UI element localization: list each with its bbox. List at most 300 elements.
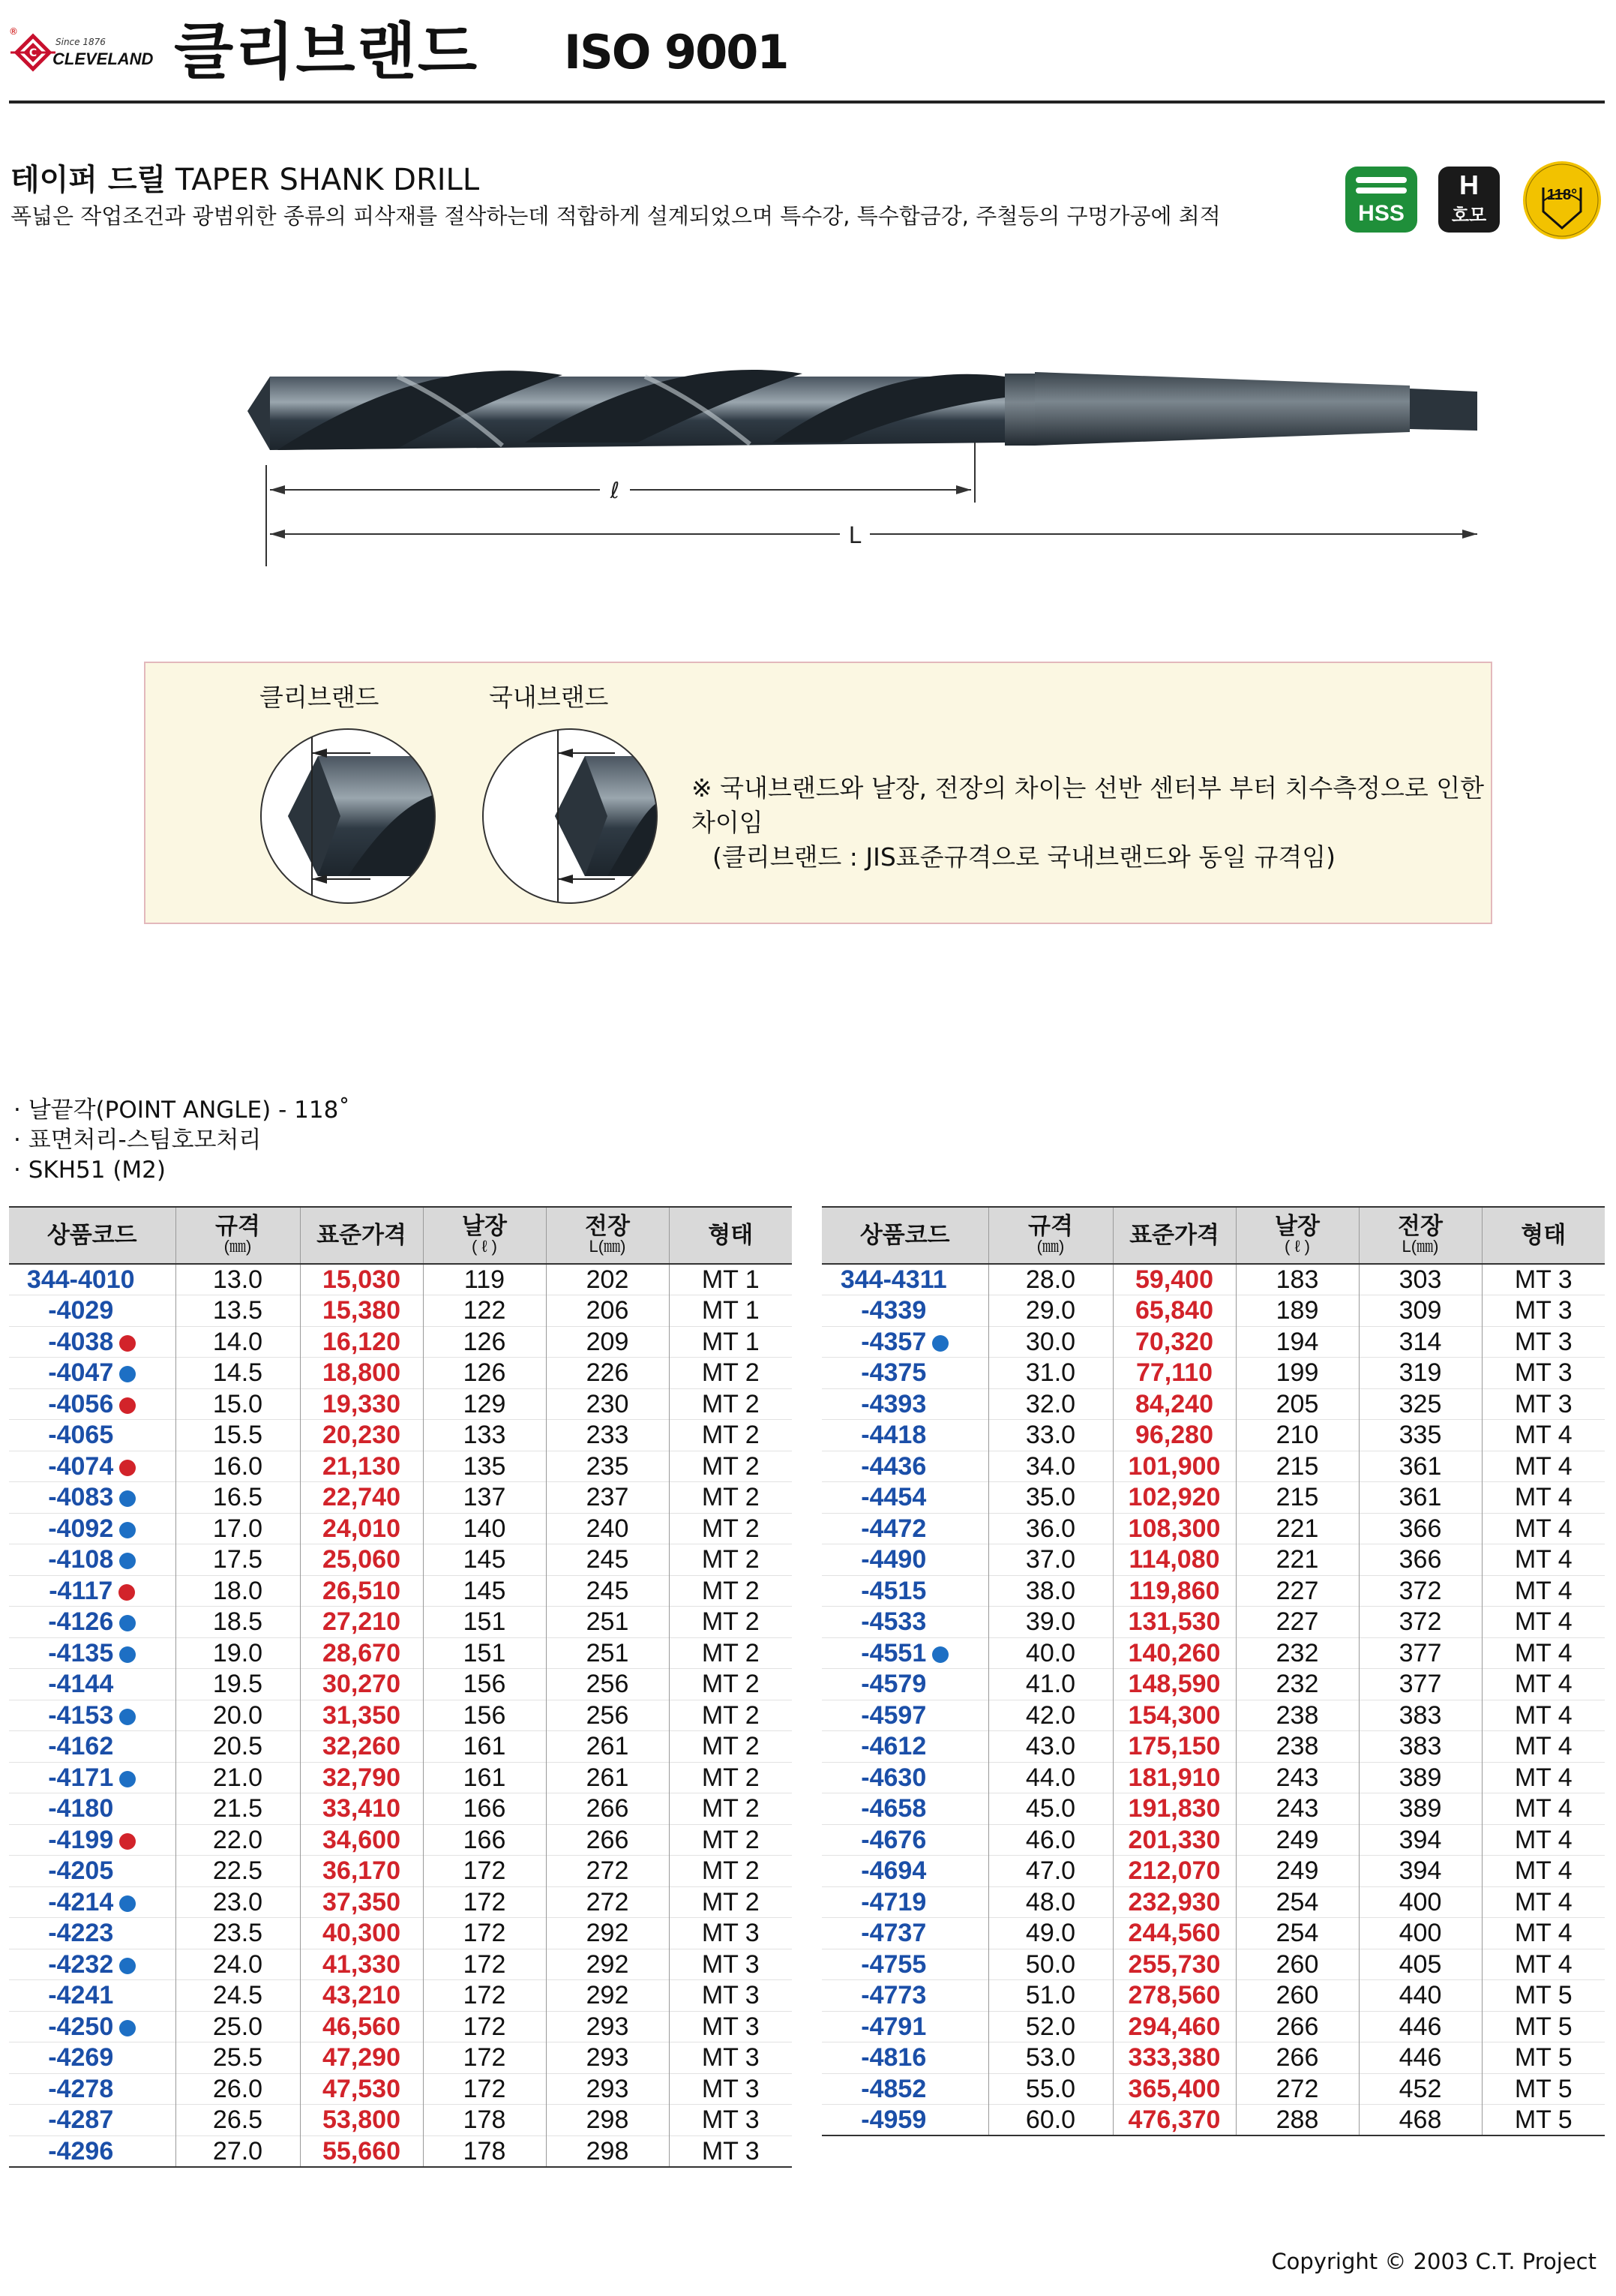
- table-row: [9, 1607, 792, 1638]
- standard-price: 22,740: [300, 1482, 423, 1514]
- table-row: [822, 2073, 1605, 2105]
- table-row: [822, 1886, 1605, 1918]
- standard-price: 36,170: [300, 1856, 423, 1887]
- overall-length: 293: [546, 2011, 669, 2042]
- product-code: -4393: [822, 1388, 988, 1420]
- spec-material: · SKH51 (M2): [13, 1155, 350, 1185]
- size-mm: 15.0: [175, 1388, 300, 1420]
- stock-dot-red: [118, 1584, 135, 1601]
- product-code: -4278: [9, 2073, 175, 2105]
- shank-type: MT 4: [1482, 1575, 1605, 1607]
- standard-price: 294,460: [1113, 2011, 1236, 2042]
- registered-mark: ®: [9, 26, 18, 37]
- table-row: [9, 1700, 792, 1731]
- product-code: -4047: [9, 1358, 175, 1389]
- flute-length: 178: [423, 2105, 546, 2136]
- product-code: -4232: [9, 1949, 175, 1980]
- shank-type: MT 4: [1482, 1918, 1605, 1949]
- flute-length: 161: [423, 1762, 546, 1793]
- standard-price: 25,060: [300, 1544, 423, 1576]
- shank-type: MT 4: [1482, 1824, 1605, 1856]
- shank-type: MT 3: [1482, 1295, 1605, 1327]
- flute-length: 126: [423, 1358, 546, 1389]
- table-row: [822, 1700, 1605, 1731]
- shank-type: MT 1: [669, 1295, 792, 1327]
- standard-price: 27,210: [300, 1607, 423, 1638]
- flute-length: 260: [1236, 1980, 1359, 2012]
- overall-length: 366: [1359, 1544, 1482, 1576]
- flute-length: 166: [423, 1824, 546, 1856]
- standard-price: 53,800: [300, 2105, 423, 2136]
- flute-length: 129: [423, 1388, 546, 1420]
- flute-length: 215: [1236, 1451, 1359, 1482]
- product-code: -4029: [9, 1295, 175, 1327]
- overall-length: 405: [1359, 1949, 1482, 1980]
- product-code: -4199: [9, 1824, 175, 1856]
- standard-price: 333,380: [1113, 2042, 1236, 2074]
- flute-length: 254: [1236, 1918, 1359, 1949]
- product-code: -4083: [9, 1482, 175, 1514]
- shank-type: MT 3: [669, 2042, 792, 2074]
- overall-length: 298: [546, 2135, 669, 2167]
- standard-price: 30,270: [300, 1669, 423, 1700]
- overall-length: 335: [1359, 1420, 1482, 1451]
- flute-length: 156: [423, 1669, 546, 1700]
- shank-type: MT 2: [669, 1451, 792, 1482]
- overall-length: 319: [1359, 1358, 1482, 1389]
- shank-type: MT 2: [669, 1482, 792, 1514]
- stock-dot-red: [119, 1397, 136, 1414]
- overall-length: 400: [1359, 1886, 1482, 1918]
- copyright: Copyright © 2003 C.T. Project: [1271, 2249, 1597, 2274]
- flute-length: 194: [1236, 1326, 1359, 1358]
- header-size: 규격 (㎜): [175, 1207, 300, 1264]
- standard-price: 181,910: [1113, 1762, 1236, 1793]
- overall-length: 272: [546, 1856, 669, 1887]
- table-row: [9, 1295, 792, 1327]
- standard-price: 21,130: [300, 1451, 423, 1482]
- product-code: -4515: [822, 1575, 988, 1607]
- shank-type: MT 2: [669, 1420, 792, 1451]
- standard-price: 232,930: [1113, 1886, 1236, 1918]
- product-code: -4375: [822, 1358, 988, 1389]
- table-row: [822, 1575, 1605, 1607]
- cleveland-tip-detail: [258, 726, 438, 906]
- flute-length: 221: [1236, 1513, 1359, 1544]
- product-code: -4816: [822, 2042, 988, 2074]
- stock-dot-blue: [119, 1895, 136, 1912]
- flute-length: 172: [423, 1856, 546, 1887]
- size-mm: 26.5: [175, 2105, 300, 2136]
- standard-price: 191,830: [1113, 1793, 1236, 1825]
- flute-length: 145: [423, 1575, 546, 1607]
- table-row: [822, 1326, 1605, 1358]
- shank-type: MT 2: [669, 1824, 792, 1856]
- domestic-compare-label: 국내브랜드: [489, 683, 609, 712]
- table-row: [822, 1980, 1605, 2012]
- flute-length: 126: [423, 1326, 546, 1358]
- flute-length: 260: [1236, 1949, 1359, 1980]
- size-mm: 30.0: [988, 1326, 1113, 1358]
- standard-price: 43,210: [300, 1980, 423, 2012]
- size-mm: 21.5: [175, 1793, 300, 1825]
- header-size: 규격 (㎜): [988, 1207, 1113, 1264]
- shank-type: MT 2: [669, 1358, 792, 1389]
- flute-length: 272: [1236, 2073, 1359, 2105]
- size-mm: 34.0: [988, 1451, 1113, 1482]
- overall-length: 292: [546, 1949, 669, 1980]
- price-table-right: [822, 1206, 1605, 2136]
- shank-type: MT 5: [1482, 1980, 1605, 2012]
- point-angle-badge: [1521, 159, 1603, 242]
- table-row: [822, 1607, 1605, 1638]
- stock-dot-red: [119, 1335, 136, 1352]
- shank-type: MT 4: [1482, 1513, 1605, 1544]
- size-mm: 17.0: [175, 1513, 300, 1544]
- homo-badge-label: 호모: [1451, 205, 1487, 226]
- header-flute: 날장 ( ℓ ): [423, 1207, 546, 1264]
- cleveland-logo: [7, 23, 157, 83]
- overall-length: 389: [1359, 1793, 1482, 1825]
- table-row: [822, 1824, 1605, 1856]
- spec-surface-treatment: · 표면처리-스팀호모처리: [13, 1125, 350, 1155]
- product-code: -4612: [822, 1731, 988, 1763]
- table-row: [9, 1949, 792, 1980]
- product-code: -4357: [822, 1326, 988, 1358]
- shank-type: MT 4: [1482, 1637, 1605, 1669]
- flute-length: 205: [1236, 1388, 1359, 1420]
- overall-length: 292: [546, 1980, 669, 2012]
- standard-price: 70,320: [1113, 1326, 1236, 1358]
- standard-price: 16,120: [300, 1326, 423, 1358]
- shank-type: MT 4: [1482, 1731, 1605, 1763]
- homo-treatment-badge: [1438, 167, 1500, 233]
- flute-length: 166: [423, 1793, 546, 1825]
- comparison-note: [691, 771, 1491, 875]
- flute-length: 227: [1236, 1575, 1359, 1607]
- flute-length: 238: [1236, 1700, 1359, 1731]
- overall-length: 266: [546, 1824, 669, 1856]
- flute-length: 189: [1236, 1295, 1359, 1327]
- product-code: -4852: [822, 2073, 988, 2105]
- table-row: [822, 1856, 1605, 1887]
- standard-price: 108,300: [1113, 1513, 1236, 1544]
- overall-length: 235: [546, 1451, 669, 1482]
- shank-type: MT 3: [1482, 1388, 1605, 1420]
- size-mm: 60.0: [988, 2105, 1113, 2136]
- standard-price: 148,590: [1113, 1669, 1236, 1700]
- table-row: [9, 1824, 792, 1856]
- standard-price: 24,010: [300, 1513, 423, 1544]
- flute-length: 172: [423, 2011, 546, 2042]
- stock-dot-blue: [119, 1490, 136, 1507]
- size-mm: 50.0: [988, 1949, 1113, 1980]
- overall-length: 440: [1359, 1980, 1482, 2012]
- flute-length: 227: [1236, 1607, 1359, 1638]
- flute-length: 172: [423, 1886, 546, 1918]
- taper-shank-drill-illustration: [247, 330, 1477, 570]
- standard-price: 140,260: [1113, 1637, 1236, 1669]
- shank-type: MT 3: [669, 2135, 792, 2167]
- shank-type: MT 4: [1482, 1669, 1605, 1700]
- header-divider: [9, 101, 1605, 104]
- flute-length: 266: [1236, 2011, 1359, 2042]
- shank-type: MT 2: [669, 1637, 792, 1669]
- product-code: -4171: [9, 1762, 175, 1793]
- size-mm: 33.0: [988, 1420, 1113, 1451]
- table-row: [822, 1544, 1605, 1576]
- table-row: [9, 1575, 792, 1607]
- size-mm: 43.0: [988, 1731, 1113, 1763]
- overall-length-label: L: [848, 523, 862, 549]
- flute-length: 215: [1236, 1482, 1359, 1514]
- header-type: 형태: [1482, 1207, 1605, 1264]
- product-code: -4959: [822, 2105, 988, 2136]
- shank-type: MT 4: [1482, 1700, 1605, 1731]
- flute-length: 288: [1236, 2105, 1359, 2136]
- shank-type: MT 3: [1482, 1358, 1605, 1389]
- size-mm: 39.0: [988, 1607, 1113, 1638]
- flute-length: 172: [423, 2042, 546, 2074]
- table-row: [9, 1856, 792, 1887]
- product-code: -4038: [9, 1326, 175, 1358]
- flute-length: 232: [1236, 1669, 1359, 1700]
- size-mm: 32.0: [988, 1388, 1113, 1420]
- flute-length: 145: [423, 1544, 546, 1576]
- standard-price: 26,510: [300, 1575, 423, 1607]
- flute-length: 199: [1236, 1358, 1359, 1389]
- size-mm: 47.0: [988, 1856, 1113, 1887]
- table-row: [9, 1731, 792, 1763]
- table-row: [9, 1669, 792, 1700]
- product-code: -4533: [822, 1607, 988, 1638]
- overall-length: 446: [1359, 2042, 1482, 2074]
- table-row: [9, 1544, 792, 1576]
- brand-comparison-box: [144, 662, 1492, 924]
- table-row: [822, 1731, 1605, 1763]
- size-mm: 27.0: [175, 2135, 300, 2167]
- stock-dot-blue: [119, 1553, 136, 1569]
- overall-length: 293: [546, 2042, 669, 2074]
- product-code: -4490: [822, 1544, 988, 1576]
- shank-type: MT 3: [669, 1918, 792, 1949]
- overall-length: 292: [546, 1918, 669, 1949]
- shank-type: MT 5: [1482, 2073, 1605, 2105]
- product-code: -4436: [822, 1451, 988, 1482]
- standard-price: 96,280: [1113, 1420, 1236, 1451]
- overall-length: 261: [546, 1731, 669, 1763]
- standard-price: 55,660: [300, 2135, 423, 2167]
- table-row: [9, 1980, 792, 2012]
- shank-type: MT 4: [1482, 1420, 1605, 1451]
- size-mm: 29.0: [988, 1295, 1113, 1327]
- table-row: [9, 1482, 792, 1514]
- product-code: -4472: [822, 1513, 988, 1544]
- flute-length: 172: [423, 1949, 546, 1980]
- size-mm: 23.5: [175, 1918, 300, 1949]
- table-row: [9, 2135, 792, 2167]
- standard-price: 19,330: [300, 1388, 423, 1420]
- standard-price: 41,330: [300, 1949, 423, 1980]
- size-mm: 55.0: [988, 2073, 1113, 2105]
- size-mm: 26.0: [175, 2073, 300, 2105]
- table-row: [822, 1793, 1605, 1825]
- stock-dot-blue: [119, 1615, 136, 1631]
- product-code: -4223: [9, 1918, 175, 1949]
- shank-type: MT 2: [669, 1513, 792, 1544]
- overall-length: 468: [1359, 2105, 1482, 2136]
- overall-length: 400: [1359, 1918, 1482, 1949]
- overall-length: 325: [1359, 1388, 1482, 1420]
- table-row: [822, 1669, 1605, 1700]
- standard-price: 77,110: [1113, 1358, 1236, 1389]
- overall-length: 377: [1359, 1637, 1482, 1669]
- product-code: -4755: [822, 1949, 988, 1980]
- size-mm: 19.5: [175, 1669, 300, 1700]
- stock-dot-blue: [119, 1771, 136, 1787]
- overall-length: 394: [1359, 1856, 1482, 1887]
- flute-length: 133: [423, 1420, 546, 1451]
- shank-type: MT 1: [669, 1264, 792, 1295]
- standard-price: 28,670: [300, 1637, 423, 1669]
- table-row: [9, 1886, 792, 1918]
- size-mm: 41.0: [988, 1669, 1113, 1700]
- standard-price: 201,330: [1113, 1824, 1236, 1856]
- size-mm: 25.0: [175, 2011, 300, 2042]
- size-mm: 18.0: [175, 1575, 300, 1607]
- size-mm: 14.0: [175, 1326, 300, 1358]
- shank-type: MT 3: [669, 2073, 792, 2105]
- overall-length: 293: [546, 2073, 669, 2105]
- product-title-en: TAPER SHANK DRILL: [175, 163, 480, 197]
- standard-price: 131,530: [1113, 1607, 1236, 1638]
- overall-length: 309: [1359, 1295, 1482, 1327]
- standard-price: 255,730: [1113, 1949, 1236, 1980]
- shank-type: MT 3: [669, 2105, 792, 2136]
- product-code: -4551: [822, 1637, 988, 1669]
- size-mm: 23.0: [175, 1886, 300, 1918]
- size-mm: 28.0: [988, 1264, 1113, 1295]
- shank-type: MT 5: [1482, 2011, 1605, 2042]
- flute-length: 151: [423, 1607, 546, 1638]
- product-code: -4287: [9, 2105, 175, 2136]
- standard-price: 33,410: [300, 1793, 423, 1825]
- flute-length: 172: [423, 1918, 546, 1949]
- product-code: -4773: [822, 1980, 988, 2012]
- product-code: -4065: [9, 1420, 175, 1451]
- overall-length: 303: [1359, 1264, 1482, 1295]
- standard-price: 47,290: [300, 2042, 423, 2074]
- table-row: [9, 1762, 792, 1793]
- shank-type: MT 2: [669, 1762, 792, 1793]
- size-mm: 19.0: [175, 1637, 300, 1669]
- overall-length: 361: [1359, 1451, 1482, 1482]
- shank-type: MT 4: [1482, 1451, 1605, 1482]
- table-row: [9, 2073, 792, 2105]
- overall-length: 251: [546, 1637, 669, 1669]
- shank-type: MT 2: [669, 1700, 792, 1731]
- overall-length: 383: [1359, 1700, 1482, 1731]
- shank-type: MT 2: [669, 1793, 792, 1825]
- size-mm: 42.0: [988, 1700, 1113, 1731]
- standard-price: 20,230: [300, 1420, 423, 1451]
- flute-length: 266: [1236, 2042, 1359, 2074]
- standard-price: 34,600: [300, 1824, 423, 1856]
- shank-type: MT 4: [1482, 1886, 1605, 1918]
- homo-badge-letter: H: [1459, 170, 1479, 200]
- table-row: [9, 2105, 792, 2136]
- flute-length: 151: [423, 1637, 546, 1669]
- table-row: [9, 2042, 792, 2074]
- header-length: 전장 L(㎜): [546, 1207, 669, 1264]
- header-price: 표준가격: [1113, 1207, 1236, 1264]
- overall-length: 452: [1359, 2073, 1482, 2105]
- hss-badge-label: HSS: [1358, 201, 1405, 226]
- size-mm: 24.5: [175, 1980, 300, 2012]
- size-mm: 36.0: [988, 1513, 1113, 1544]
- overall-length: 226: [546, 1358, 669, 1389]
- overall-length: 377: [1359, 1669, 1482, 1700]
- shank-type: MT 3: [669, 1980, 792, 2012]
- product-code: -4056: [9, 1388, 175, 1420]
- table-row: [9, 1793, 792, 1825]
- header-flute: 날장 ( ℓ ): [1236, 1207, 1359, 1264]
- header-price: 표준가격: [300, 1207, 423, 1264]
- table-row: [822, 2011, 1605, 2042]
- shank-type: MT 4: [1482, 1949, 1605, 1980]
- overall-length: 383: [1359, 1731, 1482, 1763]
- overall-length: 233: [546, 1420, 669, 1451]
- size-mm: 17.5: [175, 1544, 300, 1576]
- flute-length: 140: [423, 1513, 546, 1544]
- product-code: -4126: [9, 1607, 175, 1638]
- flute-length: 243: [1236, 1762, 1359, 1793]
- table-row: [822, 1420, 1605, 1451]
- product-code: -4092: [9, 1513, 175, 1544]
- product-code: -4250: [9, 2011, 175, 2042]
- overall-length: 266: [546, 1793, 669, 1825]
- shank-type: MT 2: [669, 1669, 792, 1700]
- stock-dot-blue: [119, 1646, 136, 1663]
- size-mm: 15.5: [175, 1420, 300, 1451]
- overall-length: 366: [1359, 1513, 1482, 1544]
- overall-length: 251: [546, 1607, 669, 1638]
- table-row: [822, 1637, 1605, 1669]
- product-code: -4214: [9, 1886, 175, 1918]
- table-row: [822, 1918, 1605, 1949]
- overall-length: 372: [1359, 1575, 1482, 1607]
- shank-type: MT 5: [1482, 2105, 1605, 2136]
- standard-price: 18,800: [300, 1358, 423, 1389]
- table-row: [9, 1451, 792, 1482]
- logo-name: CLEVELAND: [52, 50, 154, 68]
- overall-length: 261: [546, 1762, 669, 1793]
- header-code: 상품코드: [822, 1207, 988, 1264]
- shank-type: MT 3: [1482, 1264, 1605, 1295]
- size-mm: 37.0: [988, 1544, 1113, 1576]
- flute-length: 178: [423, 2135, 546, 2167]
- table-row: [9, 1513, 792, 1544]
- table-row: [9, 1264, 792, 1295]
- stock-dot-blue: [119, 2020, 136, 2036]
- product-code: -4162: [9, 1731, 175, 1763]
- standard-price: 40,300: [300, 1918, 423, 1949]
- flute-length: 156: [423, 1700, 546, 1731]
- overall-length: 256: [546, 1700, 669, 1731]
- product-code: -4108: [9, 1544, 175, 1576]
- table-row: [9, 1420, 792, 1451]
- standard-price: 101,900: [1113, 1451, 1236, 1482]
